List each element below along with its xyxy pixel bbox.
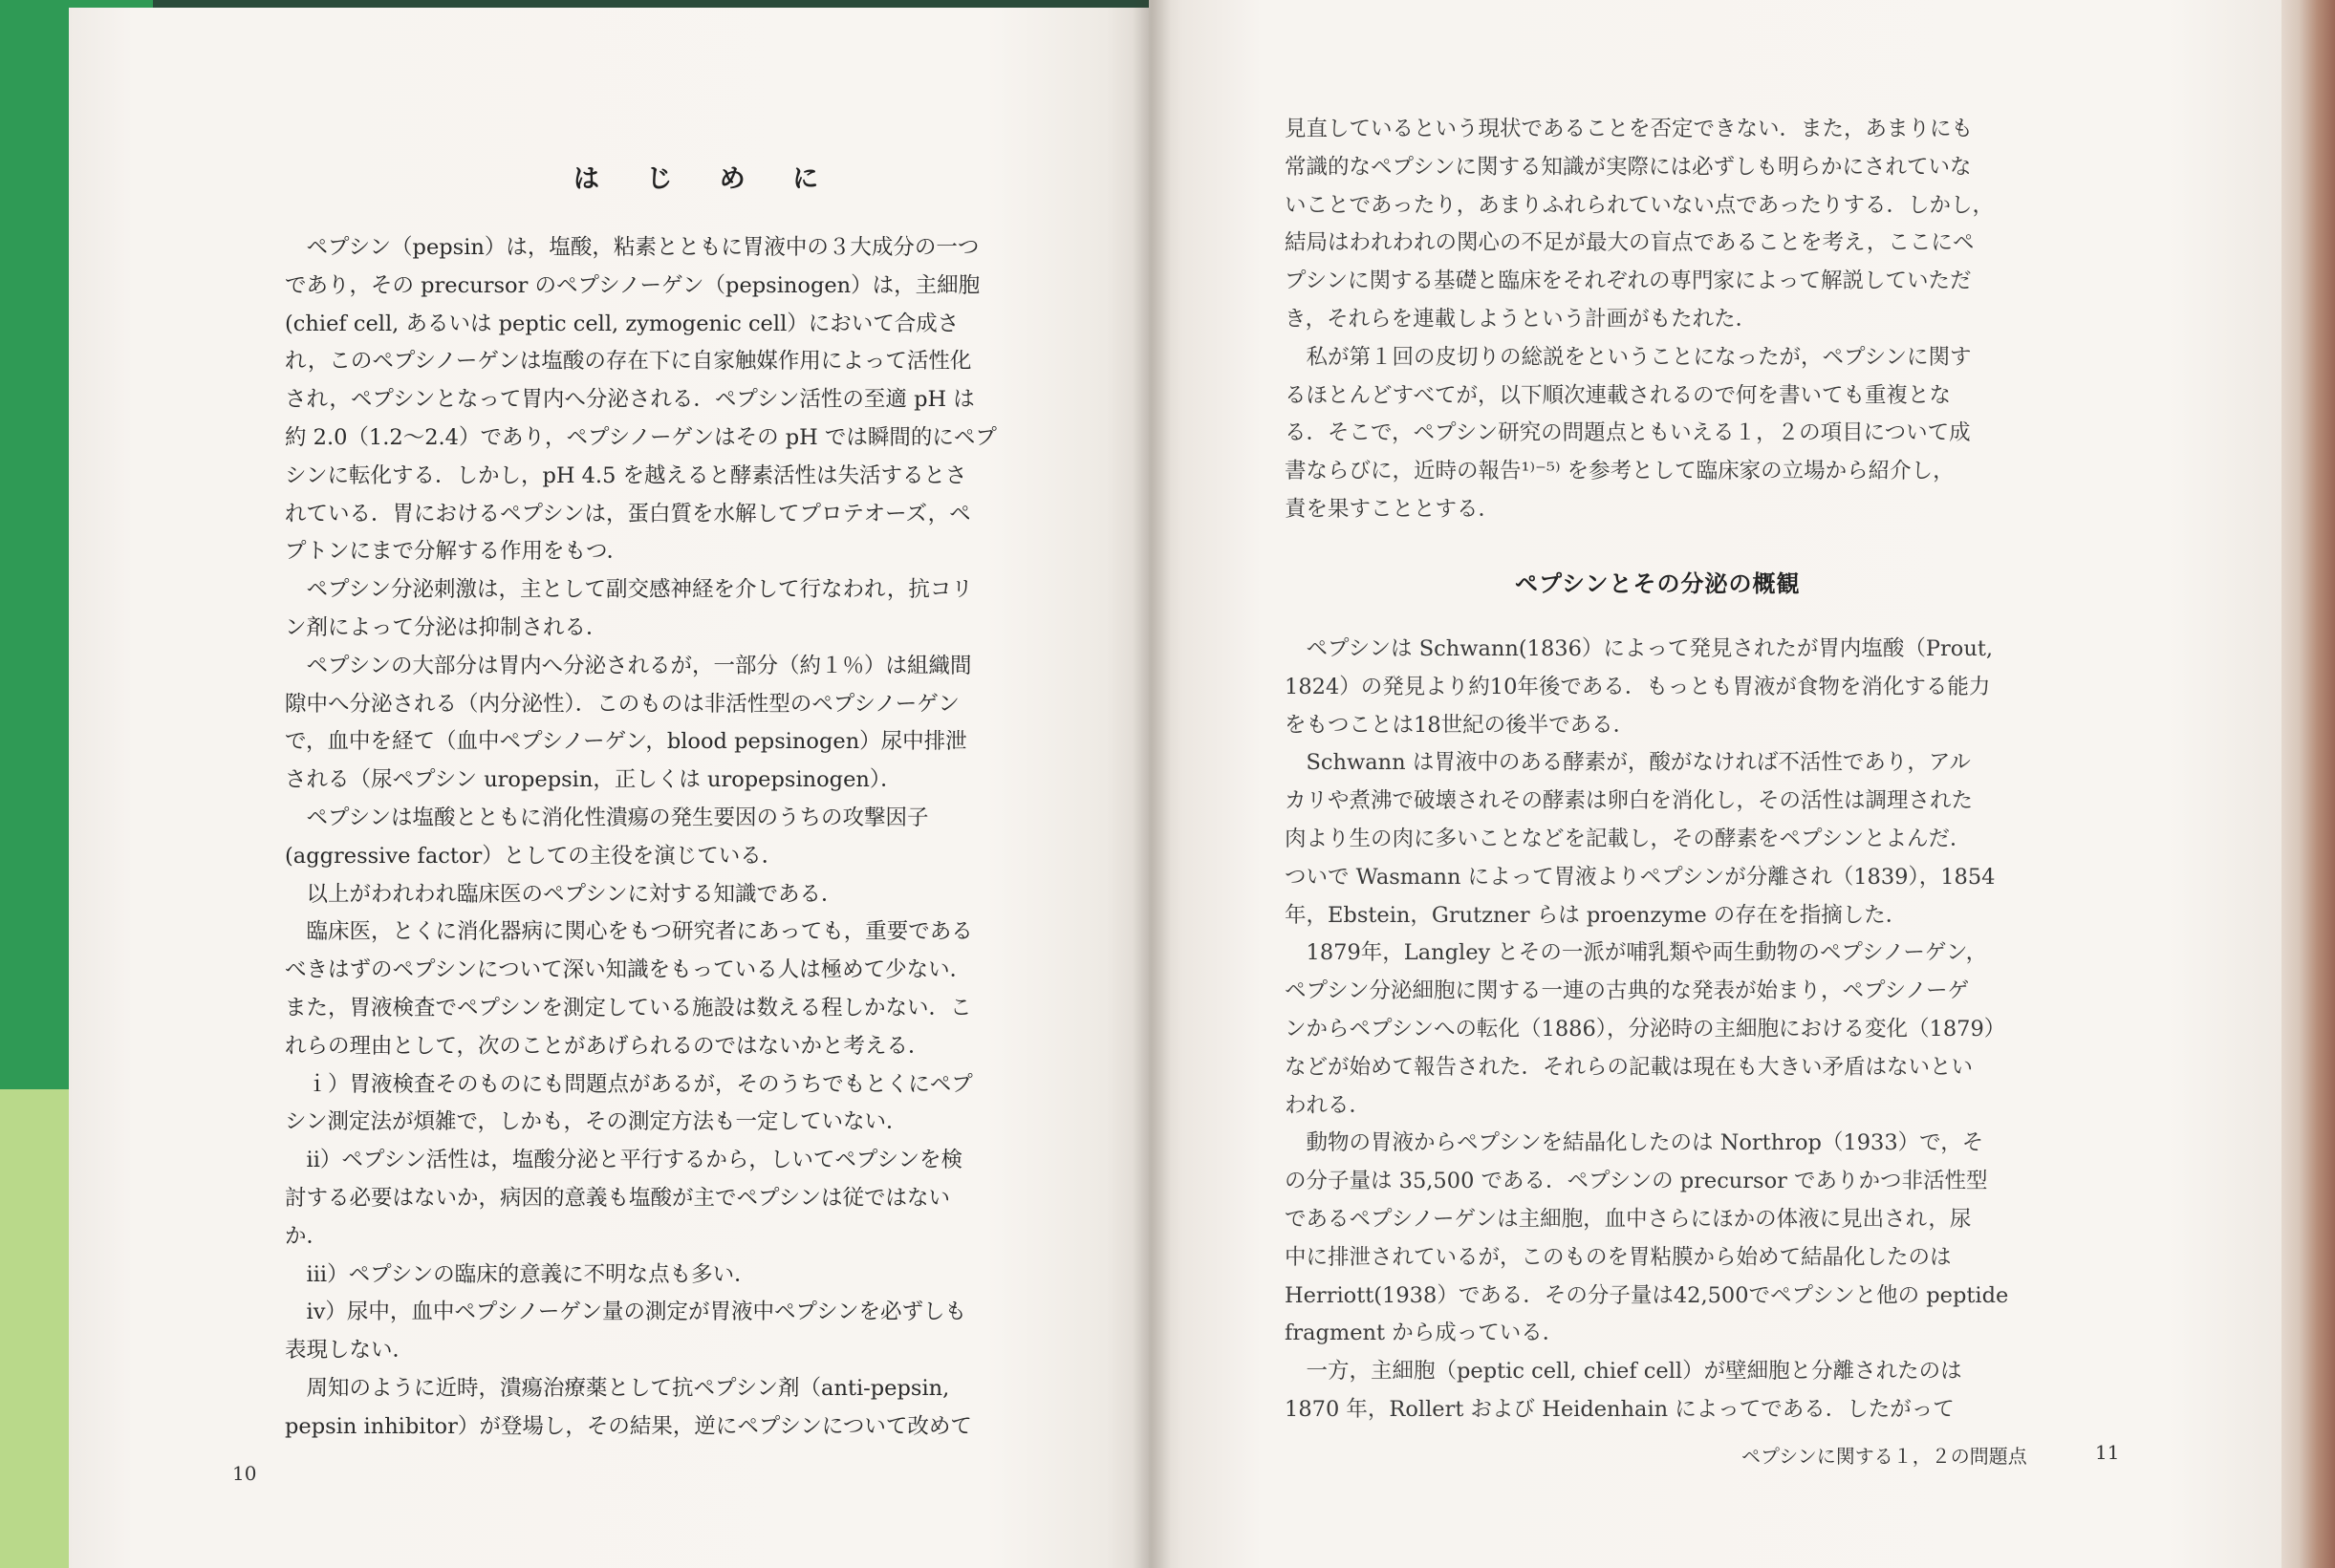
text-line: 肉より生の肉に多いことなどを記載し，その酵素をペプシンとよんだ． <box>1285 826 1972 851</box>
text-line: (aggressive factor）としての主役を演じている． <box>285 843 784 869</box>
text-line: などが始めて報告された．それらの記載は現在も大きい矛盾はないとい <box>1285 1054 1974 1080</box>
text-line: カリや煮沸で破壊されその酵素は卵白を消化し，その活性は調理された <box>1285 788 1974 814</box>
text-line: 一方，主細胞（peptic cell, chief cell）が壁細胞と分離されたのは <box>1285 1359 1962 1385</box>
text-line: 結局はわれわれの関心の不足が最大の盲点であることを考え，ここにペ <box>1285 230 1975 256</box>
text-line: 年，Ebstein，Grutzner らは proenzyme の存在を指摘した． <box>1285 902 1908 928</box>
text-line: ペプシンは Schwann(1836）によって発見されたが胃内塩酸（Prout, <box>1285 636 1994 661</box>
text-line: であり，その precursor のペプシノーゲン（pepsinogen）は，主細胞 <box>285 272 981 298</box>
text-line: ン剤によって分泌は抑制される． <box>285 614 608 640</box>
text-line: 書ならびに，近時の報告¹⁾⁻⁵⁾ を参考として臨床家の立場から紹介し， <box>1285 459 1955 484</box>
text-line: pepsin inhibitor）が登場し，その結果，逆にペプシンについて改めて <box>285 1413 972 1439</box>
text-line: れ，このペプシノーゲンは塩酸の存在下に自家触媒作用によって活性化 <box>285 349 972 375</box>
text-line: 1879年，Langley とその一派が哺乳類や両生動物のペプシノーゲン， <box>1285 940 1988 966</box>
text-line: される（尿ペプシン uropepsin，正しくは uropepsinogen）． <box>285 767 902 793</box>
text-line: ペプシン分泌刺激は，主として副交感神経を介して行なわれ，抗コリ <box>285 577 973 603</box>
text-line: いことであったり，あまりふれられていない点であったりする．しかし， <box>1285 192 1995 218</box>
text-line: fragment から成っている． <box>1285 1321 1565 1346</box>
text-line: き，それらを連載しようという計画がもたれた． <box>1285 306 1758 332</box>
book-gutter <box>1133 0 1171 1568</box>
left-page-number: 10 <box>232 1462 257 1485</box>
text-line: ペプシンの大部分は胃内へ分泌されるが，一部分（約１％）は組織間 <box>285 653 972 678</box>
text-line: 隙中へ分泌される（内分泌性）．このものは非活性型のペプシノーゲン <box>285 691 960 717</box>
running-head: ペプシンに関する１，２の問題点 <box>1741 1445 2027 1468</box>
text-line: 1824）の発見より約10年後である．もっとも胃液が食物を消化する能力 <box>1285 674 1991 699</box>
text-line: われる． <box>1285 1092 1372 1118</box>
text-line: であるペプシノーゲンは主細胞，血中さらにほかの体液に見出され，尿 <box>1285 1206 1972 1232</box>
text-line: ンからペプシンへの転化（1886），分泌時の主細胞における変化（1879） <box>1285 1016 2006 1042</box>
left-page-body <box>285 229 1054 1447</box>
text-line: るほとんどすべてが，以下順次連載されるので何を書いても重複とな <box>1285 382 1952 408</box>
text-line: 1870 年，Rollert および Heidenhain によってである．したがって <box>1285 1396 1955 1422</box>
text-line: 周知のように近時，潰瘍治療薬として抗ペプシン剤（anti-pepsin, <box>285 1375 950 1401</box>
text-line: をもつことは18世紀の後半である． <box>1285 712 1635 738</box>
text-line: ペプシンは塩酸とともに消化性潰瘍の発生要因のうちの攻撃因子 <box>285 805 929 830</box>
text-line: の分子量は 35,500 である．ペプシンの precursor でありかつ非活性型 <box>1285 1169 1988 1194</box>
right-page-heading: ペプシンとその分泌の概観 <box>1515 570 1801 597</box>
right-page-body-bottom <box>1285 631 2064 1429</box>
text-line: iii）ペプシンの臨床的意義に不明な点も多い． <box>285 1261 756 1287</box>
text-line: ii）ペプシン活性は，塩酸分泌と平行するから，しいてペプシンを検 <box>285 1148 962 1173</box>
text-line: Herriott(1938）である．その分子量は42,500でペプシンと他の peptide <box>1285 1282 2009 1308</box>
text-line: また，胃液検査でペプシンを測定している施設は数える程しかない．こ <box>285 995 972 1020</box>
text-line: ペプシン（pepsin）は，塩酸，粘素とともに胃液中の３大成分の一つ <box>285 235 980 260</box>
text-line: Schwann は胃液中のある酵素が，酸がなければ不活性であり，アル <box>1285 750 1971 776</box>
text-line: され，ペプシンとなって胃内へ分泌される．ペプシン活性の至適 pH は <box>285 387 975 413</box>
text-line: プトンにまで分解する作用をもつ． <box>285 539 629 565</box>
text-line: 臨床医，とくに消化器病に関心をもつ研究者にあっても，重要である <box>285 919 973 945</box>
text-line: 責を果すこととする． <box>1285 496 1501 522</box>
text-line: か． <box>285 1223 329 1249</box>
text-line: 私が第１回の皮切りの総説をということになったが，ペプシンに関す <box>1285 344 1972 370</box>
text-line: 表現しない． <box>285 1338 415 1364</box>
right-page-body-top <box>1285 111 2064 529</box>
text-line: 見直しているという現状であることを否定できない．また，あまりにも <box>1285 117 1974 141</box>
text-line: iv）尿中，血中ペプシノーゲン量の測定が胃液中ペプシンを必ずしも <box>285 1300 967 1325</box>
text-line: 動物の胃液からペプシンを結晶化したのは Northrop（1933）で，そ <box>1285 1130 1984 1156</box>
book-page-edges <box>2275 0 2335 1568</box>
text-line: れらの理由として，次のことがあげられるのではないかと考える． <box>285 1033 930 1059</box>
right-page-number: 11 <box>2095 1441 2120 1464</box>
text-line: (chief cell, あるいは peptic cell, zymogenic cell）において合成さ <box>285 311 960 336</box>
text-line: シンに転化する．しかし，pH 4.5 を越えると酵素活性は失活するとさ <box>285 462 967 488</box>
text-line: プシンに関する基礎と臨床をそれぞれの専門家によって解説していただ <box>1285 268 1972 294</box>
left-page-heading: は じ め に <box>573 164 838 194</box>
text-line: シン測定法が煩雑で，しかも，その測定方法も一定していない． <box>285 1109 908 1135</box>
text-line: ペプシン分泌細胞に関する一連の古典的な発表が始まり，ペプシノーゲ <box>1285 978 1970 1004</box>
text-line: 討する必要はないか，病因的意義も塩酸が主でペプシンは従ではない <box>285 1185 951 1211</box>
text-line: 中に排泄されているが，このものを胃粘膜から始めて結晶化したのは <box>1285 1244 1952 1270</box>
text-line: 常識的なペプシンに関する知識が実際には必ずしも明らかにされていな <box>1285 154 1972 180</box>
text-line: れている．胃におけるペプシンは，蛋白質を水解してプロテオーズ，ペ <box>285 501 971 526</box>
text-line: 約 2.0（1.2〜2.4）であり，ペプシノーゲンはその pH では瞬間的にペプ <box>285 424 997 450</box>
text-line: る．そこで，ペプシン研究の問題点ともいえる１，２の項目について成 <box>1285 420 1971 446</box>
text-line: 以上がわれわれ臨床医のペプシンに対する知識である． <box>285 881 843 907</box>
text-line: べきはずのペプシンについて深い知識をもっている人は極めて少ない． <box>285 957 972 983</box>
text-line: ついで Wasmann によって胃液よりペプシンが分離され（1839），1854 <box>1285 864 1996 890</box>
text-line: で，血中を経て（血中ペプシノーゲン，blood pepsinogen）尿中排泄 <box>285 729 967 755</box>
text-line: ｉ）胃液検査そのものにも問題点があるが，そのうちでもとくにペプ <box>285 1071 973 1097</box>
